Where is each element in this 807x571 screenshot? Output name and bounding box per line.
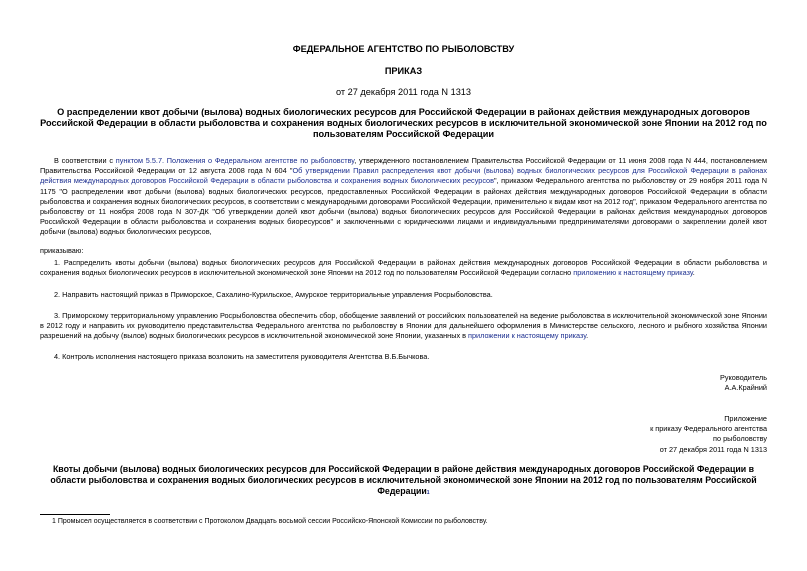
footnote-text: Промысел осуществляется в соответствии с Протоколом Двадцать восьмой сессии Российско-Японской Комиссии по рыболовству. xyxy=(55,518,488,525)
order-title: О распределении квот добычи (вылова) водных биологических ресурсов для Российской Федерации в районах действия международных договоров Российской Федерации в области рыболовства и сохранения водных биологических ресурсов в исключительной экономической зоне Японии на 2012 год по пользователям Российской Федерации xyxy=(40,107,767,139)
footnote-ref[interactable]: 1 xyxy=(426,489,430,496)
preamble-text-b: , утвержденного постановлением Правительства Российской Федерации от 11 июня 2008 года N 444, постановлением Правительства Российской Федерации от 12 августа 2008 года N 604 " xyxy=(40,156,767,176)
appendix-title-text: Квоты добычи (вылова) водных биологических ресурсов для Российской Федерации в районе действия международных договоров Российской Федерации в области рыболовства и сохранения водных биологических ресурсов в исключительной экономической зоне Японии на 2012 год по пользователям Российской Федерации xyxy=(50,464,757,496)
agency-name: ФЕДЕРАЛЬНОЕ АГЕНТСТВО ПО РЫБОЛОВСТВУ xyxy=(292,44,515,54)
footnote-mark: 1 xyxy=(52,518,56,525)
order-item-4: 4. Контроль исполнения настоящего приказа возложить на заместителя руководителя Агентства В.Б.Бычкова. xyxy=(54,352,430,361)
appendix-link-2[interactable]: приложении к настоящему приказу xyxy=(468,331,587,341)
order-item-1 xyxy=(40,258,767,278)
appendix-link-1[interactable]: приложению к настоящему приказу xyxy=(573,268,693,278)
preamble-text-a: В соответствии с xyxy=(54,156,116,165)
rules-link[interactable]: Об утверждении Правил распределения квот добычи (вылова) водных биологических ресурсов для Российской Федерации в районах действия международных договоров Российской Федерации в области рыболовства и сохранения водных биологических ресурсов xyxy=(40,166,767,186)
appendix-title xyxy=(40,464,767,499)
footnote xyxy=(52,517,488,526)
order-item-3 xyxy=(40,311,767,342)
appendix-ref-line: к приказу Федерального агентства xyxy=(650,424,767,434)
appendix-date-line: от 27 декабря 2011 года N 1313 xyxy=(659,444,767,454)
order-item-2: 2. Направить настоящий приказ в Приморское, Сахалино-Курильское, Амурское территориальные управления Росрыболовства. xyxy=(54,290,493,299)
signature-block xyxy=(720,373,767,393)
appendix-label: Приложение xyxy=(724,414,767,423)
regulation-link[interactable]: пунктом 5.5.7. Положения о Федеральном агентстве по рыболовству xyxy=(115,156,355,165)
item3-text-a: 3. Приморскому территориальному управлению Росрыболовства обеспечить сбор, обобщение заявлений от российских пользователей на ведение рыболовства в исключительной экономической зоне Японии в 2012 году и направить их руководителю представительства Федерального агентства по рыболовству в Японии для дальнейшего оформления в Министерстве сельского, лесного и рыбного хозяйства Японии разрешений на добычу (вылов) водных биологических ресурсов в исключительной экономической зоне Японии, указанных в xyxy=(40,311,767,341)
document-type: ПРИКАЗ xyxy=(384,66,423,76)
appendix-header xyxy=(650,414,767,455)
order-verb: приказываю: xyxy=(40,246,84,255)
signer-position: Руководитель xyxy=(719,373,767,382)
item1-text-a: 1. Распределить квоты добычи (вылова) водных биологических ресурсов для Российской Федерации в районах действия международных договоров Российской Федерации в области рыболовства и сохранения водных биологических ресурсов в исключительной экономической зоне Японии на 2012 год по пользователям Российской Федерации согласно xyxy=(40,258,767,278)
order-date-number: от 27 декабря 2011 года N 1313 xyxy=(335,87,472,97)
item3-text-b: . xyxy=(586,331,589,341)
signer-name: А.А.Крайний xyxy=(724,383,767,393)
footnote-divider xyxy=(40,514,110,515)
preamble-paragraph xyxy=(40,156,767,238)
appendix-agency-line: по рыболовству xyxy=(713,434,767,444)
preamble-text-c: ", приказом Федерального агентства по рыболовству от 29 ноября 2011 года N 1175 "О распределении квот добычи (вылова) водных биологических ресурсов, предоставленных Российской Федерации в районах действия международных договоров Российской Федерации в области рыболовства и сохранения водных биологических ресурсов, в соответствии с международными договорами Российской Федерации, применительно к видам квот на 2012 год", приказом Федерального агентства по рыболовству от 11 ноября 2008 года N 307-ДК "Об утверждении долей квот добычи (вылова) водных биологических ресурсов для Российской Федерации в районах действия международных договоров Российской Федерации в области рыболовства и сохранения водных биоресурсов" и заключенными с юридическими лицами и индивидуальными предпринимателями договорами о закреплении долей квот добычи (вылова) водных биологических ресурсов, xyxy=(40,176,768,237)
item1-text-b: . xyxy=(692,268,695,278)
